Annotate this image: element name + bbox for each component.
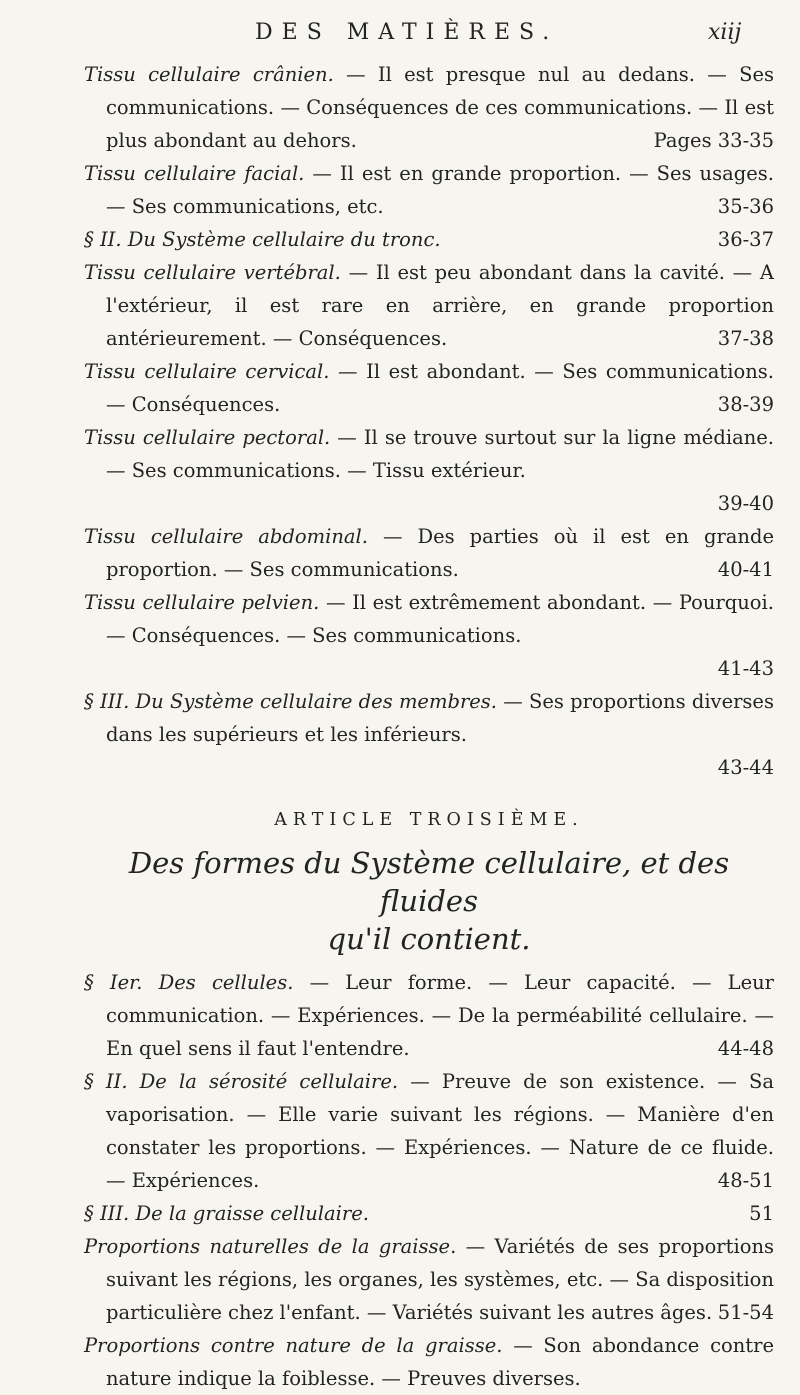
toc-entry-text: — Variétés de ses proportions suivant les régions, les organes, les systèmes, etc. — Sa disposition particulière chez l'enfant. — Variétés suivant les autres âges. bbox=[106, 1235, 775, 1324]
toc-entry-pages: 51 bbox=[749, 1202, 774, 1225]
toc-entry bbox=[84, 520, 774, 586]
toc-section-bottom bbox=[84, 966, 774, 1395]
toc-entry-text: — Il est abondant. — Ses communications. — Conséquences. bbox=[106, 360, 774, 416]
toc-entry-heading: Tissu cellulaire facial. bbox=[84, 162, 305, 185]
toc-entry bbox=[84, 256, 774, 355]
toc-entry-heading: § II. De la sérosité cellulaire. bbox=[84, 1070, 399, 1093]
toc-entry-pages: 44-48 bbox=[717, 1037, 774, 1060]
toc-entry bbox=[84, 685, 774, 784]
toc-entry-pages: 37-38 bbox=[717, 327, 774, 350]
toc-entry-pages: 43-44 bbox=[717, 756, 774, 779]
toc-entry-heading: Proportions naturelles de la graisse. bbox=[84, 1235, 457, 1258]
toc-entry-text: — Son abondance contre nature indique la foiblesse. — Preuves diverses. bbox=[106, 1334, 775, 1390]
toc-entry-heading: § III. De la graisse cellulaire. bbox=[84, 1202, 369, 1225]
toc-entry-heading: Tissu cellulaire vertébral. bbox=[84, 261, 341, 284]
toc-entry-heading: Tissu cellulaire abdominal. bbox=[84, 525, 368, 548]
page-number: xiij bbox=[708, 20, 742, 45]
article-label: ARTICLE TROISIÈME. bbox=[274, 810, 584, 830]
toc-entry bbox=[84, 223, 774, 256]
toc-entry-pages: 39-40 bbox=[717, 492, 774, 515]
toc-entry bbox=[84, 421, 774, 520]
toc-entry bbox=[84, 1230, 774, 1329]
toc-entry bbox=[84, 58, 774, 157]
table-of-contents bbox=[84, 58, 774, 1395]
toc-entry-text: — Il est peu abondant dans la cavité. — A l'extérieur, il est rare en arrière, en grande proportion antérieurement. — Conséquences. bbox=[106, 261, 774, 350]
toc-entry-text: — Preuve de son existence. — Sa vaporisation. — Elle varie suivant les régions. — Manière d'en constater les proportions. — Expériences. — Nature de ce fluide. — Expériences. bbox=[106, 1070, 774, 1192]
running-title: DES MATIÈRES. bbox=[255, 20, 559, 45]
toc-entry-text: — Des parties où il est en grande proportion. — Ses communications. bbox=[106, 525, 774, 581]
toc-entry-heading: Tissu cellulaire crânien. bbox=[84, 63, 334, 86]
running-header bbox=[0, 16, 800, 60]
toc-entry-heading: Proportions contre nature de la graisse. bbox=[84, 1334, 503, 1357]
article-title bbox=[84, 844, 774, 958]
toc-entry-heading: § II. Du Système cellulaire du tronc. bbox=[84, 228, 441, 251]
toc-entry bbox=[84, 1065, 774, 1197]
toc-entry-text: — Il est en grande proportion. — Ses usages. — Ses communications, etc. bbox=[106, 162, 774, 218]
toc-entry-pages: 41-43 bbox=[717, 657, 774, 680]
toc-entry-heading: § Ier. Des cellules. bbox=[84, 971, 294, 994]
toc-entry-pages: 35-36 bbox=[717, 195, 774, 218]
toc-entry-pages: 40-41 bbox=[717, 558, 774, 581]
toc-entry-pages: 36-37 bbox=[717, 228, 774, 251]
toc-entry-heading: § III. Du Système cellulaire des membres. bbox=[84, 690, 498, 713]
toc-entry-pages: Pages 33-35 bbox=[653, 129, 774, 152]
toc-entry-text: — Leur forme. — Leur capacité. — Leur communication. — Expériences. — De la perméabilité cellulaire. — En quel sens il faut l'entendre. bbox=[106, 971, 775, 1060]
toc-entry bbox=[84, 586, 774, 685]
toc-entry-pages: 51-54 bbox=[717, 1301, 774, 1324]
toc-entry bbox=[84, 966, 774, 1065]
toc-section-top bbox=[84, 58, 774, 784]
toc-entry bbox=[84, 1329, 774, 1395]
toc-entry bbox=[84, 355, 774, 421]
toc-entry-text: — Ses proportions diverses dans les supérieurs et les inférieurs. bbox=[106, 690, 774, 746]
toc-entry-heading: Tissu cellulaire pectoral. bbox=[84, 426, 331, 449]
toc-entry-pages: 48-51 bbox=[717, 1169, 774, 1192]
toc-entry-text: — Il est presque nul au dedans. — Ses communications. — Conséquences de ces communications. — Il est plus abondant au dehors. bbox=[106, 63, 774, 152]
toc-entry-heading: Tissu cellulaire pelvien. bbox=[84, 591, 320, 614]
toc-entry bbox=[84, 1197, 774, 1230]
article-title-line2: qu'il contient. bbox=[327, 922, 531, 956]
toc-entry-text: — Il est extrêmement abondant. — Pourquoi. — Conséquences. — Ses communications. bbox=[106, 591, 774, 647]
article-title-line1: Des formes du Système cellulaire, et des fluides bbox=[128, 846, 730, 918]
toc-entry-pages: 38-39 bbox=[717, 393, 774, 416]
toc-entry bbox=[84, 157, 774, 223]
toc-entry-text: — Il se trouve surtout sur la ligne médiane. — Ses communications. — Tissu extérieur. bbox=[106, 426, 774, 482]
toc-entry-heading: Tissu cellulaire cervical. bbox=[84, 360, 330, 383]
